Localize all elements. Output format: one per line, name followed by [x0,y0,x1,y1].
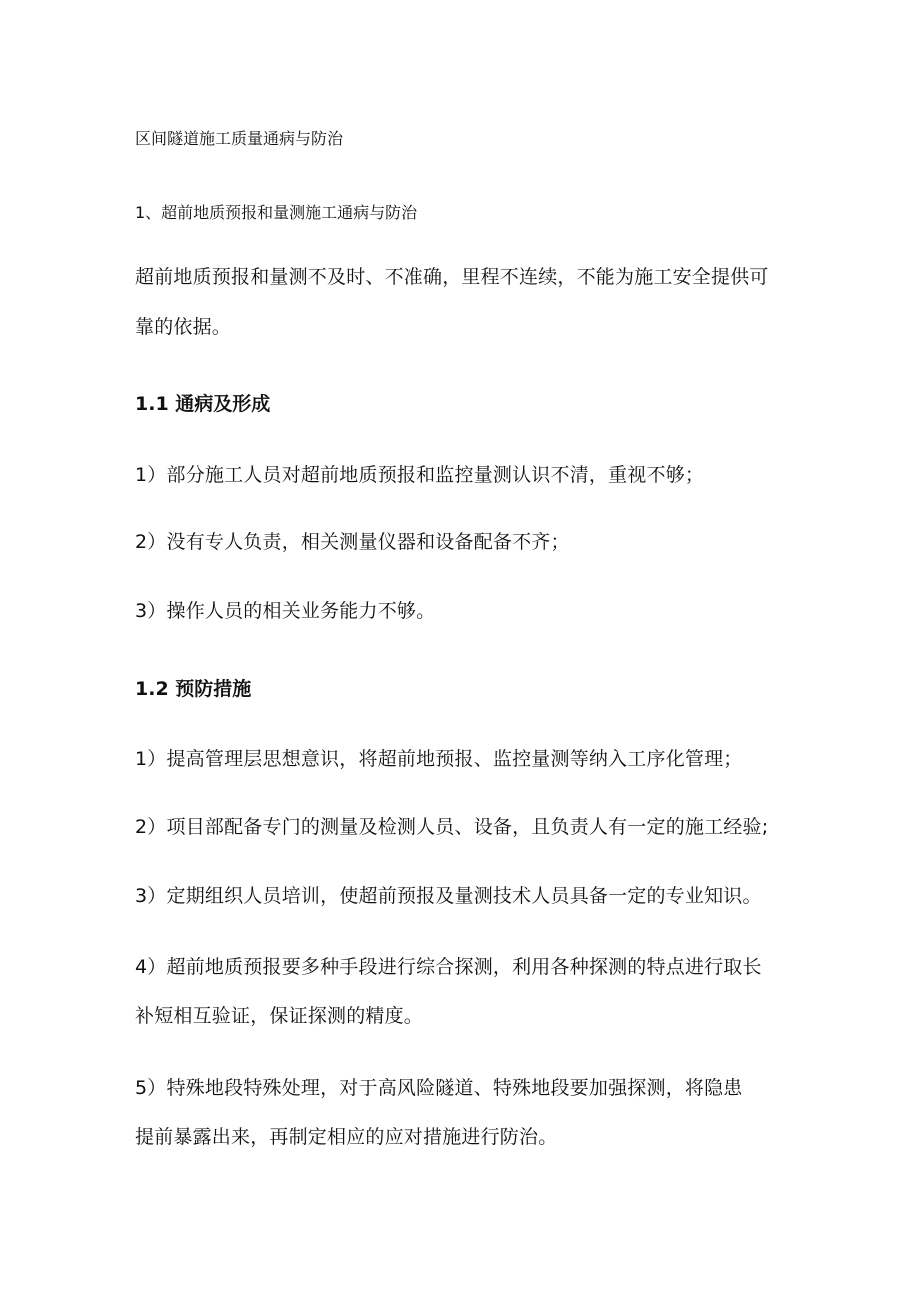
list-item: 5）特殊地段特殊处理，对于高风险隧道、特殊地段要加强探测，将隐患 [135,1077,743,1099]
section-heading: 1、超前地质预报和量测施工通病与防治 [135,203,418,222]
list-item: 4）超前地质预报要多种手段进行综合探测，利用各种探测的特点进行取长 [135,956,762,978]
list-item: 1）部分施工人员对超前地质预报和监控量测认识不清，重视不够； [135,464,705,486]
document-title: 区间隧道施工质量通病与防治 [135,129,344,148]
list-item: 2）项目部配备专门的测量及检测人员、设备，且负责人有一定的施工经验; [135,816,769,838]
list-item: 3）操作人员的相关业务能力不够。 [135,600,436,622]
list-item: 1）提高管理层思想意识，将超前地预报、监控量测等纳入工序化管理； [135,748,743,770]
intro-paragraph-line: 靠的依据。 [135,316,232,338]
list-item: 2）没有专人负责，相关测量仪器和设备配备不齐； [135,531,570,553]
list-item: 3）定期组织人员培训，使超前预报及量测技术人员具备一定的专业知识。 [135,885,762,907]
intro-paragraph-line: 超前地质预报和量测不及时、不准确，里程不连续，不能为施工安全提供可 [135,266,769,288]
subsection-heading: 1.1 通病及形成 [135,393,271,415]
subsection-heading: 1.2 预防措施 [135,678,252,700]
list-item-continuation: 提前暴露出来，再制定相应的应对措施进行防治。 [135,1126,558,1148]
list-item-continuation: 补短相互验证，保证探测的精度。 [135,1005,424,1027]
